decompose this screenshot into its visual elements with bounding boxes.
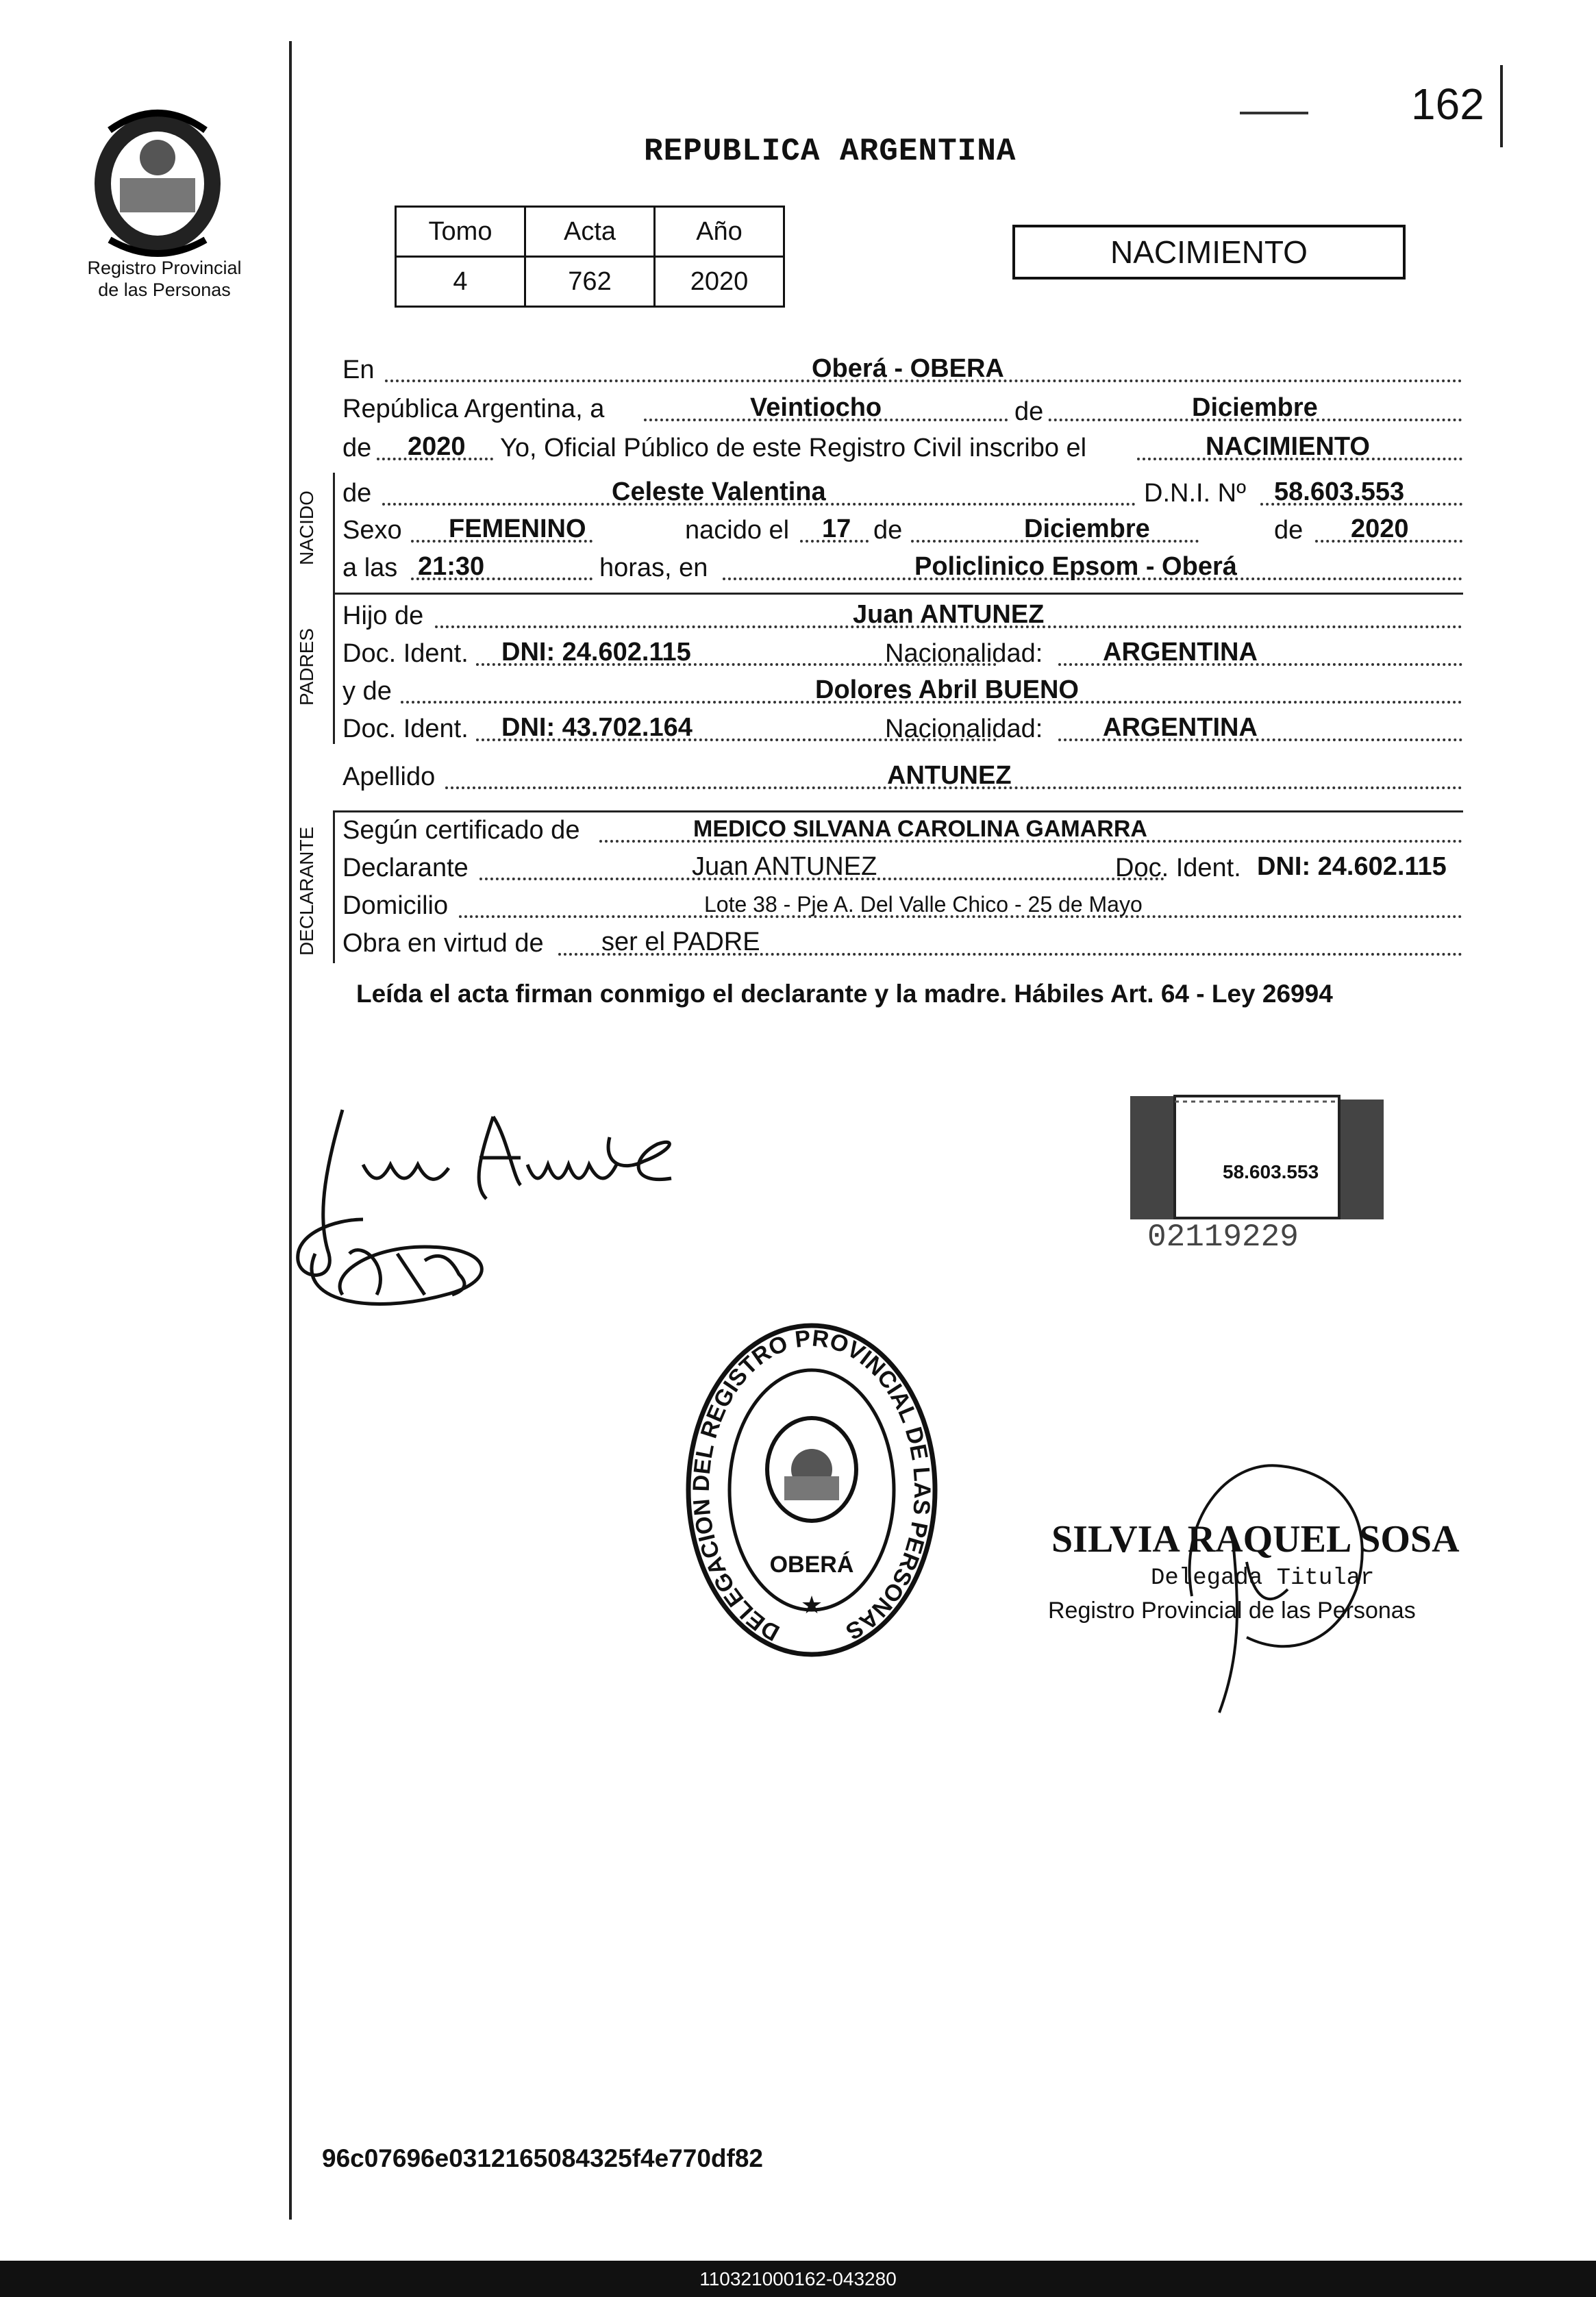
nacido-hora: 21:30 [418,552,485,581]
label-nacido-el: nacido el [685,516,790,545]
label-dni: D.N.I. Nº [1144,479,1246,508]
row-nombre [342,477,1462,512]
madre-nacionalidad: ARGENTINA [1103,713,1258,742]
document-hash: 96c07696e0312165084325f4e770df82 [322,2144,763,2172]
logo-caption-line-1: Registro Provincial [87,258,242,278]
row-sexo-fecha [342,514,1462,549]
right-margin-rule [1500,65,1503,147]
label-hijo-de: Hijo de [342,601,424,630]
inscripcion-tipo: NACIMIENTO [1206,432,1370,461]
stamp-dni: 58.603.553 [1223,1161,1319,1182]
official-seal [682,1319,942,1661]
row-inscripcion [342,432,1462,467]
nacido-dia: 17 [822,514,851,543]
nacido-nombre: Celeste Valentina [612,477,826,506]
section-label-padres: PADRES [296,628,317,706]
official-office: Registro Provincial de las Personas [1048,1598,1416,1624]
label-nacionalidad: Nacionalidad: [885,639,1043,668]
label-declarante: Declarante [342,854,469,882]
act-type-box: NACIMIENTO [1012,225,1406,280]
label-de: de [1010,394,1047,430]
row-apellido [342,760,1462,796]
page-number: 162 [1411,79,1484,129]
col-header-anio: Año [655,207,784,257]
label-obra-en-virtud: Obra en virtud de [342,929,544,958]
fecha-mes: Diciembre [1192,393,1318,422]
row-lugar [342,353,1462,389]
padre-nacionalidad: ARGENTINA [1103,638,1258,667]
madre-nombre: Dolores Abril BUENO [815,675,1079,704]
fecha-dia: Veintiocho [750,393,882,422]
row-padre [342,599,1462,635]
section-bracket-nacido [333,473,335,593]
declarante-domicilio: Lote 38 - Pje A. Del Valle Chico - 25 de Mayo [704,892,1143,917]
row-domicilio [342,889,1462,925]
label-domicilio: Domicilio [342,891,449,920]
seal-city: OBERÁ [769,1552,854,1578]
row-padre-doc [342,637,1462,673]
section-bracket-padres [333,595,335,744]
padre-nombre: Juan ANTUNEZ [853,600,1045,629]
tomo-value: 4 [396,257,525,307]
closing-note: Leída el acta firman conmigo el declarante y la madre. Hábiles Art. 64 - Ley 26994 [356,980,1333,1008]
label-doc-ident: Doc. Ident. [342,639,469,668]
apellido-value: ANTUNEZ [887,761,1012,790]
label-texto-oficial: Yo, Oficial Público de este Registro Civil inscribo el [500,434,1087,462]
certificado-medico: MEDICO SILVANA CAROLINA GAMARRA [693,816,1147,842]
row-madre-doc [342,712,1462,748]
label-doc-ident: Doc. Ident. [1115,854,1241,882]
col-header-tomo: Tomo [396,207,525,257]
nacido-lugar: Policlinico Epsom - Oberá [914,552,1237,581]
row-certificado [342,814,1462,849]
label-de-mes: de [873,516,903,545]
label-a-las: a las [342,554,398,582]
label-apellido: Apellido [342,762,436,791]
declarant-signature [288,1096,726,1322]
col-header-acta: Acta [525,207,655,257]
anio-value: 2020 [655,257,784,307]
declarante-nombre: Juan ANTUNEZ [692,852,877,881]
label-en: En [342,356,375,384]
stamp-serial: 02119229 [1147,1219,1299,1255]
madre-doc: DNI: 43.702.164 [501,713,693,742]
label-sexo: Sexo [342,516,402,545]
footer-code-bar: 110321000162-043280 [0,2261,1596,2297]
logo-caption [65,257,264,301]
label-de-anio: de [1274,516,1304,545]
fecha-anio: 2020 [408,432,466,461]
official-name: SILVIA RAQUEL SOSA [1051,1518,1460,1561]
acta-value: 762 [525,257,655,307]
label-y-de: y de [342,677,392,706]
row-madre [342,675,1462,710]
label-doc-ident: Doc. Ident. [342,715,469,743]
coat-of-arms-logo [82,103,233,260]
acta-reference-table [395,206,785,308]
logo-caption-line-2: de las Personas [98,280,231,300]
nacido-anio: 2020 [1351,514,1409,543]
label-de-nombre: de [342,479,372,508]
nacido-dni: 58.603.553 [1274,477,1405,506]
section-label-nacido: NACIDO [296,491,317,565]
label-horas-en: horas, en [599,554,708,582]
row-declarante [342,852,1462,887]
section-bracket-declarante [333,812,335,963]
label-republica: República Argentina, a [342,395,605,423]
row-fecha [342,393,1462,428]
row-hora-lugar [342,551,1462,587]
lugar-value: Oberá - OBERA [812,354,1004,383]
label-segun-certificado: Según certificado de [342,816,580,845]
seal-ring-text: DELEGACION DEL REGISTRO PROVINCIAL DE LAS PERSONAS [688,1325,936,1646]
official-role: Delegada Titular [1151,1565,1375,1591]
top-dash-mark [1240,112,1308,114]
label-nacionalidad: Nacionalidad: [885,715,1043,743]
declarante-obra: ser el PADRE [601,928,760,956]
padre-doc: DNI: 24.602.115 [501,638,691,667]
declarante-doc: DNI: 24.602.115 [1257,852,1447,881]
nacido-mes: Diciembre [1024,514,1150,543]
section-divider [333,593,1463,595]
section-label-declarante: DECLARANTE [296,826,317,956]
seal-star-icon: ★ [800,1591,823,1619]
row-obra [342,927,1462,963]
security-stamp [1130,1089,1384,1223]
document-title: REPUBLICA ARGENTINA [644,134,1017,169]
label-de: de [342,434,372,462]
nacido-sexo: FEMENINO [449,514,586,543]
